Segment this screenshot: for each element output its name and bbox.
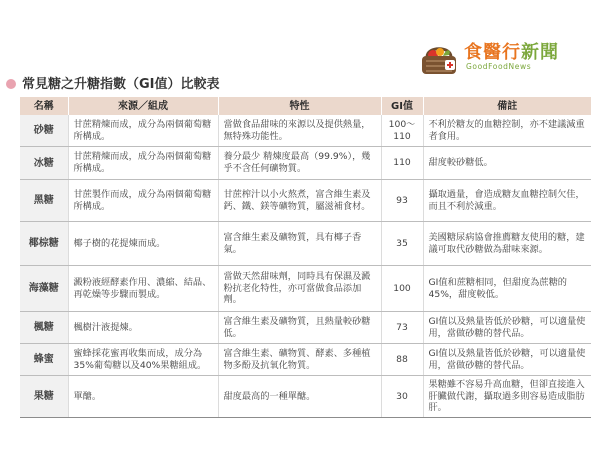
column-header-source: 來源／組成 xyxy=(68,97,218,115)
brand-subtitle: GoodFoodNews xyxy=(466,62,532,71)
source-cell: 澱粉液經酵素作用、濃縮、結晶、再乾燥等步驟而製成。 xyxy=(68,266,218,312)
bullet-dot-icon xyxy=(6,79,16,89)
table-row xyxy=(20,222,591,266)
column-header-property: 特性 xyxy=(218,97,381,115)
note-cell: GI值以及熱量皆低於砂糖，可以適量使用，當做砂糖的替代品。 xyxy=(423,312,591,344)
gi-value-cell: 110 xyxy=(381,147,423,180)
table-row xyxy=(20,115,591,147)
source-cell: 椰子樹的花提煉而成。 xyxy=(68,222,218,266)
sugar-name-cell: 蜂蜜 xyxy=(20,344,68,376)
column-header-name: 名稱 xyxy=(20,97,68,115)
property-cell: 富含維生素及礦物質，且熱量較砂糖低。 xyxy=(218,312,381,344)
table-row xyxy=(20,312,591,344)
gi-value-cell: 100～110 xyxy=(381,115,423,147)
brand-name-part1: 食醫行 xyxy=(464,42,521,63)
sugar-name-cell: 黑糖 xyxy=(20,180,68,222)
gi-value-cell: 100 xyxy=(381,266,423,312)
sugar-name-cell: 楓糖 xyxy=(20,312,68,344)
brand-name-part2: 新聞 xyxy=(521,42,559,63)
source-cell: 蜜蜂採花蜜再收集而成，成分為35%葡萄糖以及40%果糖組成。 xyxy=(68,344,218,376)
gi-value-cell: 93 xyxy=(381,180,423,222)
sugar-name-cell: 海藻糖 xyxy=(20,266,68,312)
note-cell: 攝取過量，會造成糖友血糖控制欠佳，而且不利於減重。 xyxy=(423,180,591,222)
brand-name xyxy=(464,38,559,64)
source-cell: 甘蔗精煉而成，成分為兩個葡萄糖所構成。 xyxy=(68,147,218,180)
page-title xyxy=(6,73,220,92)
property-cell: 甜度最高的一種單醣。 xyxy=(218,376,381,418)
source-cell: 楓樹汁液提煉。 xyxy=(68,312,218,344)
gi-value-cell: 73 xyxy=(381,312,423,344)
property-cell: 養分最少 精煉度最高（99.9%），幾乎不含任何礦物質。 xyxy=(218,147,381,180)
table-row xyxy=(20,147,591,180)
note-cell: GI值和蔗糖相同，但甜度為蔗糖的45%，甜度較低。 xyxy=(423,266,591,312)
source-cell: 甘蔗製作而成，成分為兩個葡萄糖所構成。 xyxy=(68,180,218,222)
note-cell: 甜度較砂糖低。 xyxy=(423,147,591,180)
table-header-row xyxy=(20,97,591,115)
source-cell: 甘蔗精煉而成，成分為兩個葡萄糖所構成。 xyxy=(68,115,218,147)
table-row xyxy=(20,376,591,418)
page-title-text: 常見糖之升糖指數（GI值）比較表 xyxy=(22,77,220,92)
source-cell: 單醣。 xyxy=(68,376,218,418)
gi-value-cell: 30 xyxy=(381,376,423,418)
note-cell: 不利於糖友的血糖控制，亦不建議減重者食用。 xyxy=(423,115,591,147)
note-cell: 美國糖尿病協會推薦糖友使用的糖，建議可取代砂糖做為甜味來源。 xyxy=(423,222,591,266)
gi-value-cell: 35 xyxy=(381,222,423,266)
note-cell: GI值以及熱量皆低於砂糖，可以適量使用，當做砂糖的替代品。 xyxy=(423,344,591,376)
property-cell: 當做天然甜味劑，同時具有保濕及澱粉抗老化特性，亦可當做食品添加劑。 xyxy=(218,266,381,312)
property-cell: 當做食品甜味的來源以及提供熱量，無特殊功能性。 xyxy=(218,115,381,147)
sugar-name-cell: 砂糖 xyxy=(20,115,68,147)
sugar-gi-table xyxy=(20,97,591,418)
property-cell: 甘蔗榨汁以小火熬煮，富含維生素及鈣、鐵、鎂等礦物質，屬滋補食材。 xyxy=(218,180,381,222)
food-basket-logo-icon xyxy=(418,40,460,76)
brand-logo xyxy=(418,36,588,80)
property-cell: 富含維生素及礦物質，具有椰子香氣。 xyxy=(218,222,381,266)
sugar-name-cell: 果糖 xyxy=(20,376,68,418)
table-row xyxy=(20,180,591,222)
sugar-name-cell: 椰棕糖 xyxy=(20,222,68,266)
table-row xyxy=(20,266,591,312)
table-row xyxy=(20,344,591,376)
note-cell: 果糖雖不容易升高血糖，但卻直接進入肝臟做代謝，攝取過多則容易造成脂肪肝。 xyxy=(423,376,591,418)
sugar-name-cell: 冰糖 xyxy=(20,147,68,180)
column-header-note: 備註 xyxy=(423,97,591,115)
column-header-gi: GI值 xyxy=(381,97,423,115)
property-cell: 富含維生素、礦物質、酵素、多種植物多酚及抗氧化物質。 xyxy=(218,344,381,376)
gi-value-cell: 88 xyxy=(381,344,423,376)
